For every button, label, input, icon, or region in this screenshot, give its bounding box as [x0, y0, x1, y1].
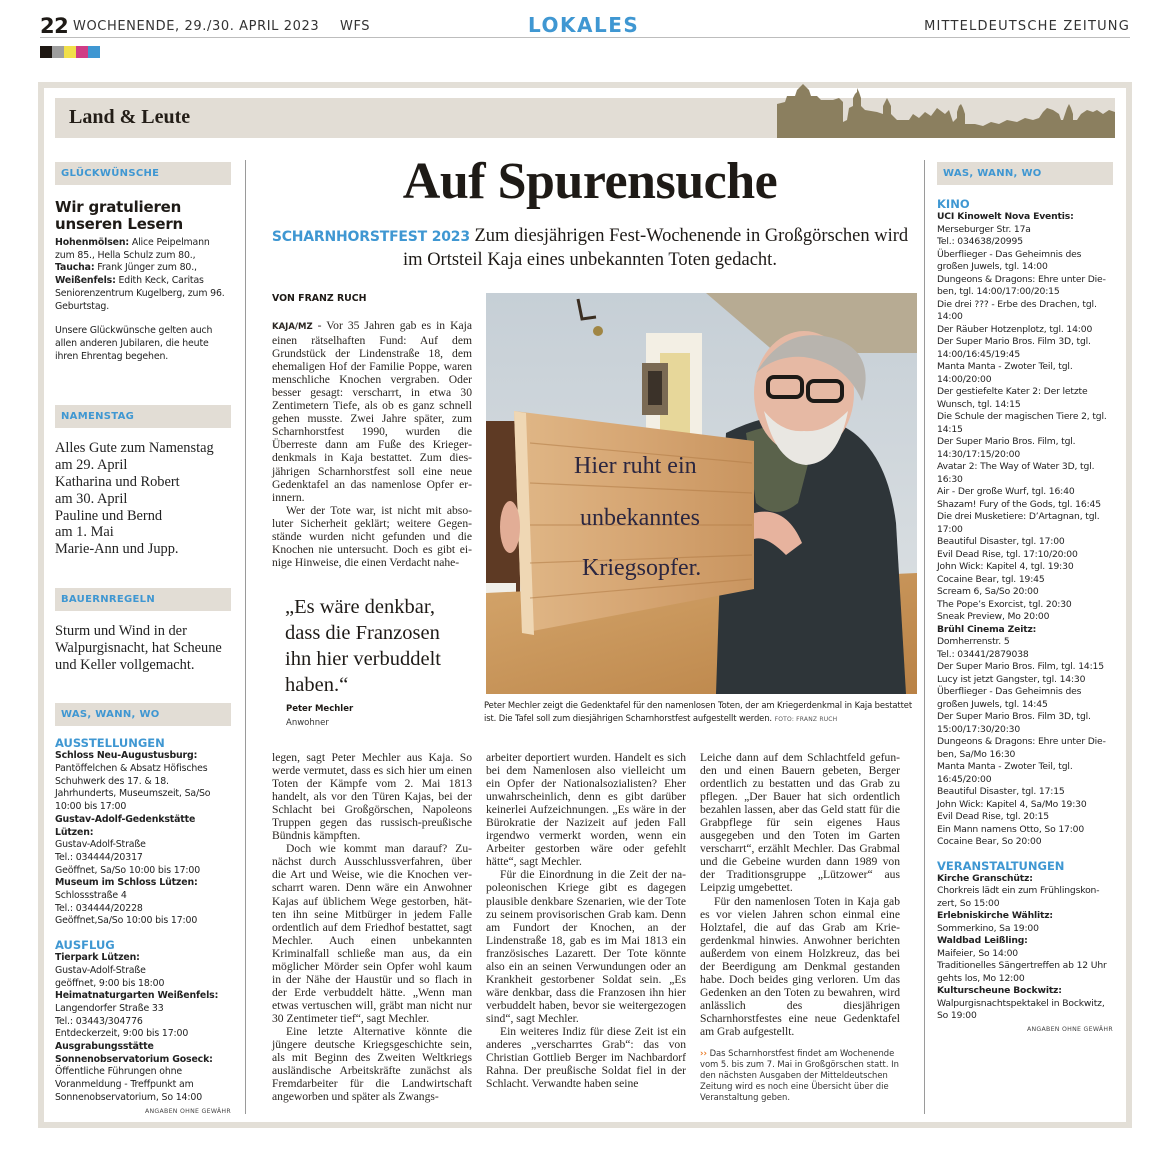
article-column-1	[272, 751, 472, 1103]
venue-detail: geöffnet, 9:00 bis 18:00	[55, 977, 165, 989]
sign-line: Kriegsopfer.	[582, 555, 702, 581]
venue-name: Ausgrabungsstätte Sonnenobservatorium Goseck:	[55, 1041, 213, 1065]
article-column-2	[486, 751, 686, 1090]
venue-name: Waldbad Leißling:	[937, 935, 1028, 946]
events-list-right	[937, 197, 1113, 1023]
article-paragraph: Ein weiteres Indiz für diese Zeit ist ein anderes „verscharrtes Grab“: das von Christian Gottlieb Berger im Nachbardorf Rahna. Der preußische Soldat fiel in der Schlacht. Verwandte haben seine	[486, 1024, 686, 1091]
namenstag-line: Pauline und Bernd	[55, 507, 163, 524]
venue-detail: Geöffnet, Sa/So 10:00 bis 17:00	[55, 864, 201, 876]
congrats-text: Alice Peipelmann zum 85., Hella Schulz zum 80.,	[55, 237, 210, 261]
venue-name: Kirche Granschütz:	[937, 872, 1033, 884]
town-skyline-illustration	[777, 84, 1115, 138]
article-paragraph: Leiche dann auf dem Schlachtfeld gefunden und einen Bauern gebeten, Berger ordentlich zu bestatten und das Grab zu pflegen. „Der Bauer hat sich ordentlich bezahlen lassen, aber das Geld statt für die Grabpflege für sein eigenes Haus ausgegeben und den Toten im Garten verscharrt“, erzählt Mechler. Das Grabmal und die Gebeine wurden dann 1989 von der Traditionsgruppe „Lützower“ aus Leipzig umgebettet.	[700, 751, 900, 895]
box-head-bauernregeln: BAUERNREGELN	[55, 588, 231, 611]
disclaimer-right: ANGABEN OHNE GEWÄHR	[1026, 1025, 1113, 1033]
issue-date: WOCHENENDE, 29./30. APRIL 2023	[73, 19, 320, 34]
venue-detail: Dungeons & Dragons: Ehre unter Dieben, Sa/Mo 16:30	[937, 736, 1106, 760]
disclaimer-left: ANGABEN OHNE GEWÄHR	[144, 1107, 231, 1115]
congrats-entry	[55, 275, 231, 313]
venue-name: Kulturscheune Bockwitz:	[937, 985, 1062, 996]
venue-detail: Avatar 2: The Way of Water 3D, tgl. 16:30	[937, 461, 1095, 485]
venue-detail: Der Super Mario Bros. Film, tgl. 14:15	[937, 661, 1104, 672]
info-box-text: Das Scharnhorstfest findet am Wochenende vom 5. bis zum 7. Mai in Großgörschen statt. In den nächsten Ausgaben der Mitteldeutschen Zeitung wird es noch eine Übersicht über die Veranstaltung geben.	[700, 1048, 899, 1103]
congrats-place: Hohenmölsen:	[55, 237, 129, 248]
venue-detail: Maifeier, So 14:00	[937, 947, 1018, 959]
venue-detail: Gustav-Adolf-Straße	[55, 964, 146, 976]
article-dateline: KAJA/MZ	[272, 322, 313, 332]
venue-detail: Der Super Mario Bros. Film 3D, tgl. 15:00/17:30/20:30	[937, 711, 1091, 735]
pull-quote: „Es wäre denkbar, dass die Franzosen ihn hier verbuddelt haben.“	[285, 596, 441, 696]
venue-detail: Tel.: 034444/20228	[55, 902, 143, 914]
venue-detail: Chorkreis lädt ein zum Frühlingskonzert, So 15:00	[937, 885, 1100, 909]
venue-detail: Traditionelles Sängertreffen ab 12 Uhr gehts los, Mo 12:00	[937, 960, 1107, 984]
event-category-heading: AUSFLUG	[55, 938, 115, 953]
venue-detail: Manta Manta - Zwoter Teil, tgl. 14:00/20:00	[937, 361, 1073, 385]
ressort-title: Land & Leute	[69, 106, 191, 128]
venue-detail: Beautiful Disaster, tgl. 17:00	[937, 536, 1065, 547]
page-number: 22	[40, 14, 69, 38]
article-subhead-text: Zum diesjährigen Fest-Wochenende in Großgörschen wird im Ortsteil Kaja eines unbekannten Toten gedacht.	[403, 226, 909, 270]
venue-detail: Evil Dead Rise, tgl. 17:10/20:00	[937, 548, 1078, 560]
box-head-namenstag: NAMENSTAG	[55, 405, 231, 428]
ressort-bar	[55, 98, 1115, 138]
event-category-heading: KINO	[937, 197, 970, 211]
photo-caption	[484, 699, 920, 726]
column-rule-left	[245, 160, 246, 1114]
venue-name: Tierpark Lützen:	[55, 952, 140, 964]
article-paragraph: legen, sagt Peter Mechler aus Kaja. So werde vermutet, dass es sich hier um einen Toten der Kämpfe vom 2. Mai 1813 handelt, als vor den Türen Kajas, bei der Schlacht bei Großgörschen, Napoleons Truppen gegen das russisch-preußische Bündnis kämpften.	[272, 751, 472, 843]
article-intro	[272, 319, 472, 569]
venue-detail: Der Super Mario Bros. Film 3D, tgl. 14:00/16:45/19:45	[937, 336, 1091, 360]
venue-detail: Dungeons & Dragons: Ehre unter Dieben, tgl. 14:00/17:00/20:15	[937, 273, 1106, 297]
article-paragraph: Doch wie kommt man darauf? Zunächst durch Ausschlussverfahren, über die Art und Weise, wie die Knochen verscharrt waren. Denn wäre ein Anwohner Kajas auf üblichem Wege gestorben, hätten ihn seine Mitbürger in jedem Falle ordentlich auf dem Friedhof bestattet, sagt Mechler. Auch einen unbekannten Kriminalfall schließe man aus, da ein möglicher Mörder sein Opfer wohl kaum in der Nähe der Haustür und so flach in der Erde verbuddelt hätte. „Wenn man etwas vertuschen will, gräbt man nicht nur 30 Zentimeter tief“, sagt Mechler.	[272, 842, 472, 1025]
left-sidebar	[55, 162, 231, 1115]
edition-code: WFS	[340, 19, 371, 34]
sign-line: unbekanntes	[580, 505, 700, 531]
article-paragraph: Für die Einordnung in die Zeit der napoleonischen Kriege gibt es dagegen plausible denkbare Szenarien, wie der Tote zu seinem provisorischen Grab kam. Denn am Fundort der Knochen, an der Lindenstraße 18, gab es im Mai 1813 ein französisches Lazarett. Der Tote könnte also ein an seinen Verwundungen oder an Krankheit gestorbener Soldat sein. „Es wäre denkbar, dass die Franzosen ihn hier verbuddelt haben, bevor sie weitergezogen sind“, sagt Mechler.	[486, 868, 686, 1025]
events-list-left	[55, 736, 231, 1104]
venue-detail: Langendorfer Straße 33	[55, 1002, 164, 1014]
section-title: LOKALES	[528, 13, 640, 37]
venue-detail: Evil Dead Rise, tgl. 20:15	[937, 811, 1049, 822]
article-paragraph: Für den namenlosen Toten in Kaja gab es vor vielen Jahren schon einmal eine Holztafel, die auf das Grab am Kriegerdenkmal hinwies. Anwohner berichten außerdem von einem Holzkreuz, das bei der Beerdigung am Denkmal gestanden habe. Doch beides ging verloren. Um das Gedenken an den Toten zu bewahren, wird anlässlich des diesjährigen Scharnhorstfestes eine neue Gedenktafel am Grab aufgestellt.	[700, 894, 900, 1038]
page-header	[40, 12, 1130, 38]
venue-name: Erlebniskirche Wählitz:	[937, 910, 1053, 921]
namenstag-line: Marie-Ann und Jupp.	[55, 541, 179, 558]
venue-detail: Geöffnet,Sa/So 10:00 bis 17:00	[55, 915, 198, 927]
box-head-events-left: WAS, WANN, WO	[55, 703, 231, 726]
print-color-swatches	[40, 46, 100, 58]
congrats-place: Weißenfels:	[55, 275, 116, 287]
event-category-heading: VERANSTALTUNGEN	[937, 858, 1065, 873]
article-paragraph: Eine letzte Alternative könnte die jüngere deutsche Kriegsgeschichte sein, als mit Beginn des Zweiten Weltkriegs ausländische Arbeitskräfte zunächst als Fremdarbeiter für die Landwirtschaft angeworben und später als Zwangs-	[272, 1024, 472, 1104]
quote-author-role: Anwohner	[286, 718, 329, 728]
venue-detail: Die drei ??? - Erbe des Drachen, tgl. 14:00	[937, 298, 1097, 322]
intro-paragraph-2: Wer der Tote war, ist nicht mit absoluter Sicherheit geklärt; weitere Gegenstände wurden nicht gefunden und die Knochen nie untersucht. Doch es gibt einige Hinweise, die einen Verdacht nahe-	[272, 503, 472, 569]
venue-detail: Walpurgisnachtspektakel in Bockwitz, So 19:00	[937, 997, 1105, 1021]
venue-detail: Shazam! Fury of the Gods, tgl. 16:45	[937, 498, 1101, 510]
bauernregel-text: Sturm und Wind in der Walpurgisnacht, hat Scheune und Keller vollgemacht.	[55, 622, 222, 673]
venue-detail: Sommerkino, Sa 19:00	[937, 922, 1039, 934]
venue-detail: Der gestiefelte Kater 2: Der letzte Wunsch, tgl. 14:15	[937, 386, 1088, 410]
venue-detail: Sneak Preview, Mo 20:00	[937, 611, 1050, 622]
venue-name: Heimatnaturgarten Weißenfels:	[55, 990, 219, 1002]
article-column-3	[700, 751, 900, 1103]
venue-detail: Lucy ist jetzt Gangster, tgl. 14:30	[937, 673, 1086, 685]
venue-detail: Tel.: 03443/304776	[55, 1015, 143, 1027]
congrats-note: Unsere Glückwünsche gelten auch allen anderen Jubilaren, die heute ihren Ehrentag begehen.	[55, 325, 213, 362]
congrats-list	[55, 237, 231, 313]
photo-illustration	[486, 293, 917, 694]
venue-detail: John Wick: Kapitel 4, Sa/Mo 19:30	[937, 798, 1087, 810]
color-swatch	[64, 46, 76, 58]
congrats-place: Taucha:	[55, 262, 95, 274]
venue-name: UCI Kinowelt Nova Eventis:	[937, 211, 1074, 222]
congrats-title: Wir gratulieren unseren Lesern	[55, 198, 184, 233]
congrats-entry	[55, 237, 231, 262]
namenstag-line: Katharina und Robert	[55, 473, 180, 490]
venue-detail: Air - Der große Wurf, tgl. 16:40	[937, 486, 1075, 497]
article-paragraph: arbeiter deportiert wurden. Handelt es sich bei dem Namenlosen also vielleicht um ein Opfer der Nationalsozialisten? Eher unwahrscheinlich, denn es gibt darüber keinerlei Aufzeichnungen. „Es wäre in der Bürokratie der Nazizeit auf jeden Fall irgendwo vermerkt worden, wenn ein Arbeiter gestorben wäre oder gefehlt hätte“, sagt Mechler.	[486, 751, 686, 869]
venue-detail: Überflieger - Das Geheimnis des großen Juwels, tgl. 14:45	[937, 686, 1082, 710]
namenstag-line: am 29. April	[55, 457, 128, 474]
venue-detail: Cocaine Bear, So 20:00	[937, 836, 1042, 847]
venue-name: Museum im Schloss Lützen:	[55, 877, 198, 889]
article-subhead	[262, 225, 918, 272]
color-swatch	[88, 46, 100, 58]
right-sidebar	[937, 162, 1113, 1033]
photo-credit: FOTO: FRANZ RUCH	[774, 716, 838, 723]
venue-name: Brühl Cinema Zeitz:	[937, 623, 1037, 635]
venue-detail: Beautiful Disaster, tgl. 17:15	[937, 786, 1065, 797]
venue-detail: The Pope’s Exorcist, tgl. 20:30	[937, 598, 1072, 610]
venue-detail: Tel.: 034638/20995	[937, 236, 1023, 247]
box-head-events-right: WAS, WANN, WO	[937, 162, 1113, 185]
venue-detail: Cocaine Bear, tgl. 19:45	[937, 573, 1045, 585]
intro-paragraph-1: - Vor 35 Jahren gab es in Kaja einen rätselhaften Fund: Auf dem Grundstück der Lindenstraße 18, dem ehemaligen Hof der Familie Poppe, waren menschliche Knochen vergraben. Oder besser gesagt: verscharrt, in etwa 30 Zentimetern Tiefe, als ob es ganz schnell gehen musste. Zwei Jahre später, zum Scharnhorstfest 1990, wurden die Überreste dann am Fuße des Kriegerdenkmals in Kaja bestattet. Zum diesjährigen Scharnhorstfest soll eine neue Gedenktafel an das namenlose Opfer erinnern.	[272, 319, 472, 504]
color-swatch	[52, 46, 64, 58]
venue-detail: Merseburger Str. 17a	[937, 223, 1031, 235]
caption-text: Peter Mechler zeigt die Gedenktafel für den namenlosen Toten, der am Kriegerdenkmal in Kaja bestattet ist. Die Tafel soll zum diesjährigen Scharnhorstfest aufgestellt werden.	[484, 700, 913, 723]
venue-detail: Überflieger - Das Geheimnis des großen Juwels, tgl. 14:00	[937, 248, 1082, 272]
venue-detail: Ein Mann namens Otto, So 17:00	[937, 823, 1085, 835]
article-kicker: SCHARNHORSTFEST 2023	[271, 229, 470, 245]
venue-detail: Der Räuber Hotzenplotz, tgl. 14:00	[937, 323, 1093, 335]
venue-name: Gustav-Adolf-Gedenkstätte Lützen:	[55, 813, 196, 838]
venue-detail: Entdeckerzeit, 9:00 bis 17:00	[55, 1028, 189, 1040]
article-photo	[486, 293, 917, 694]
namenstag-line: Alles Gute zum Namenstag	[55, 440, 214, 457]
quote-author: Peter Mechler	[286, 704, 354, 714]
venue-detail: Tel.: 03441/2879038	[937, 648, 1029, 660]
venue-detail: Öffentliche Führungen ohne Voranmeldung - Treffpunkt am Sonnenobservatorium, So 14:00	[55, 1066, 203, 1103]
newspaper-name: MITTELDEUTSCHE ZEITUNG	[924, 19, 1130, 34]
venue-detail: Domherrenstr. 5	[937, 636, 1010, 647]
box-head-glueckwuensche: GLÜCKWÜNSCHE	[55, 162, 231, 185]
color-swatch	[40, 46, 52, 58]
memorial-sign-text	[574, 453, 701, 581]
color-swatch	[76, 46, 88, 58]
article-headline: Auf Spurensuche	[402, 153, 778, 210]
venue-detail: Der Super Mario Bros. Film, tgl. 14:30/17:15/20:00	[937, 436, 1076, 460]
venue-detail: John Wick: Kapitel 4, tgl. 19:30	[937, 561, 1074, 572]
namenstag-line: am 30. April	[55, 490, 128, 507]
event-category-heading: AUSSTELLUNGEN	[55, 736, 165, 751]
info-box	[700, 1048, 900, 1103]
congrats-text: Frank Jünger zum 80.,	[94, 262, 197, 274]
congrats-entry	[55, 262, 231, 275]
venue-detail: Scream 6, Sa/So 20:00	[937, 586, 1039, 597]
venue-detail: Die Schule der magischen Tiere 2, tgl. 14:15	[937, 411, 1107, 435]
venue-detail: Gustav-Adolf-Straße	[55, 839, 146, 851]
venue-detail: Die drei Musketiere: D’Artagnan, tgl. 17:00	[937, 511, 1100, 535]
article-byline: VON FRANZ RUCH	[272, 293, 367, 304]
congrats-text: Edith Keck, Caritas Seniorenzentrum Kugelberg, zum 96. Geburtstag.	[55, 275, 225, 312]
column-rule-right	[924, 160, 925, 1114]
venue-name: Schloss Neu-Augustusburg:	[55, 750, 198, 762]
namenstag-list	[55, 440, 231, 558]
venue-detail: Pantöffelchen & Absatz Höfisches Schuhwerk des 17. & 18. Jahrhunderts, Museumszeit, Sa/So 10:00 bis 17:00	[55, 763, 211, 813]
sign-line: Hier ruht ein	[574, 453, 697, 479]
namenstag-line: am 1. Mai	[55, 524, 114, 541]
info-arrow-icon: ››	[700, 1048, 707, 1059]
venue-detail: Manta Manta - Zwoter Teil, tgl. 16:45/20:00	[937, 761, 1073, 785]
venue-detail: Schlossstraße 4	[55, 890, 127, 902]
venue-detail: Tel.: 034444/20317	[55, 851, 143, 863]
